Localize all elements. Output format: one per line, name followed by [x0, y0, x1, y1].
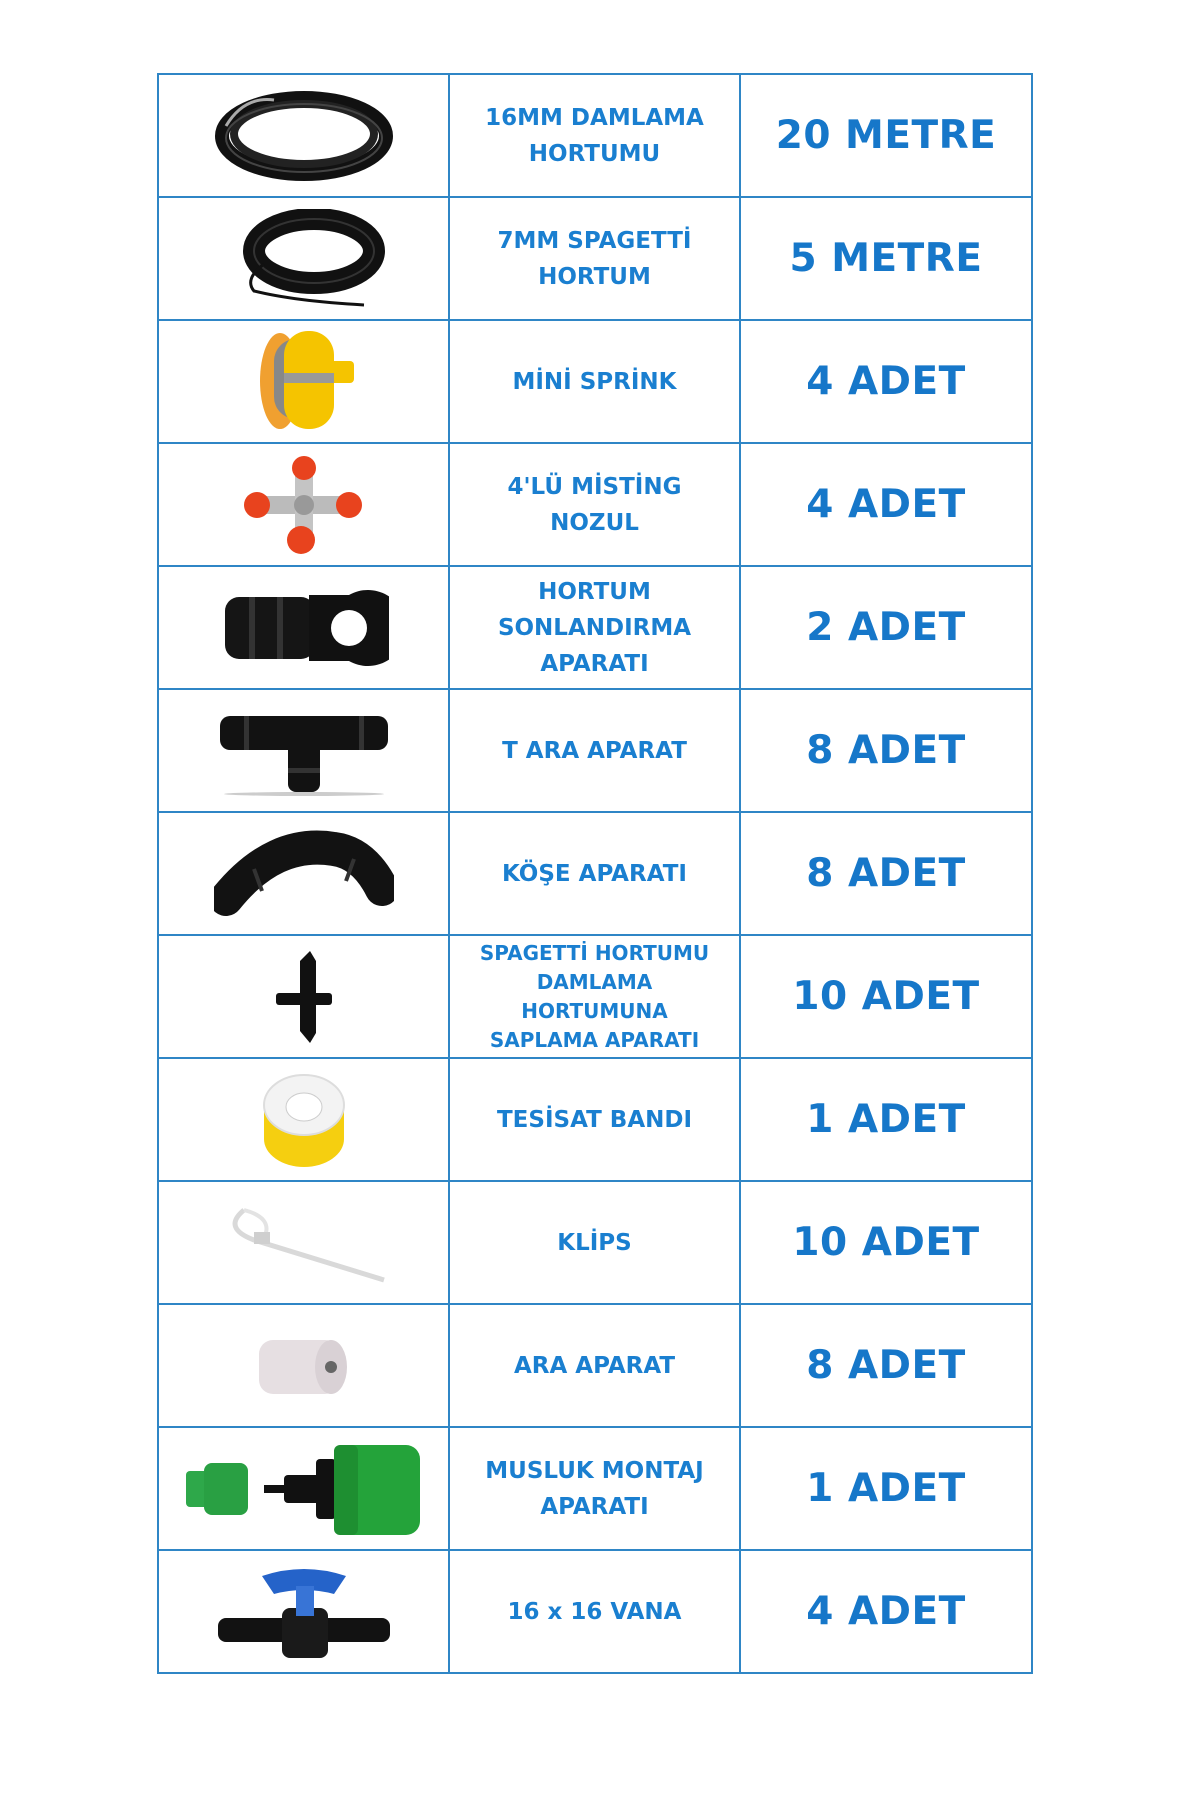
item-qty-cell — [740, 1304, 1032, 1427]
item-name: KÖŞE APARATI — [502, 860, 687, 887]
table-row — [158, 197, 1032, 320]
item-qty-cell — [740, 74, 1032, 197]
misting-nozzle-icon — [239, 452, 369, 557]
item-quantity: 2 ADET — [806, 605, 966, 650]
barbed-cross-connector-icon — [274, 949, 334, 1045]
item-name: 16MM DAMLAMA HORTUMU — [485, 104, 704, 167]
table-row — [158, 1550, 1032, 1673]
cable-tie-icon — [214, 1198, 394, 1288]
item-qty-cell — [740, 689, 1032, 812]
item-qty-cell — [740, 566, 1032, 689]
product-image-cell — [158, 1058, 449, 1181]
item-qty-cell — [740, 1427, 1032, 1550]
product-image-cell — [158, 1550, 449, 1673]
valve-icon — [214, 1562, 394, 1662]
table-row — [158, 1058, 1032, 1181]
product-image-cell — [158, 320, 449, 443]
item-name-cell — [449, 320, 740, 443]
item-name: 7MM SPAGETTİ HORTUM — [497, 227, 692, 290]
item-name: 16 x 16 VANA — [507, 1598, 682, 1625]
item-qty-cell — [740, 320, 1032, 443]
product-image-cell — [158, 74, 449, 197]
item-name: 4'LÜ MİSTİNG NOZUL — [507, 473, 682, 536]
item-name-cell — [449, 1550, 740, 1673]
table-row — [158, 1181, 1032, 1304]
item-name: T ARA APARAT — [502, 737, 687, 764]
kit-contents-table — [157, 73, 1033, 1674]
end-cap-icon — [219, 583, 389, 673]
item-name-cell — [449, 689, 740, 812]
product-image-cell — [158, 689, 449, 812]
item-name: ARA APARAT — [513, 1352, 676, 1379]
product-image-cell — [158, 935, 449, 1058]
tap-connector-icon — [184, 1439, 424, 1539]
table-row — [158, 1304, 1032, 1427]
item-name-cell — [449, 443, 740, 566]
table-row — [158, 320, 1032, 443]
item-name-cell — [449, 74, 740, 197]
item-name: MİNİ SPRİNK — [512, 368, 677, 395]
table-row — [158, 935, 1032, 1058]
item-qty-cell — [740, 1058, 1032, 1181]
item-quantity: 8 ADET — [806, 1343, 966, 1388]
item-name-cell — [449, 935, 740, 1058]
item-name-cell — [449, 1181, 740, 1304]
item-quantity: 10 ADET — [792, 974, 980, 1019]
product-image-cell — [158, 566, 449, 689]
tee-connector-icon — [214, 706, 394, 796]
item-quantity: 4 ADET — [806, 1589, 966, 1634]
item-name: SPAGETTİ HORTUMU DAMLAMA HORTUMUNA SAPLAMA APARATI — [479, 940, 710, 1052]
product-image-cell — [158, 1427, 449, 1550]
item-quantity: 4 ADET — [806, 482, 966, 527]
item-name: TESİSAT BANDI — [496, 1106, 693, 1133]
product-image-cell — [158, 812, 449, 935]
item-quantity: 1 ADET — [806, 1466, 966, 1511]
spaghetti-hose-coil-icon — [214, 209, 394, 309]
product-image-cell — [158, 1304, 449, 1427]
teflon-tape-icon — [254, 1067, 354, 1172]
item-qty-cell — [740, 812, 1032, 935]
hose-coil-icon — [214, 86, 394, 186]
item-qty-cell — [740, 935, 1032, 1058]
item-name-cell — [449, 1058, 740, 1181]
item-qty-cell — [740, 197, 1032, 320]
item-quantity: 20 METRE — [775, 113, 997, 158]
item-quantity: 1 ADET — [806, 1097, 966, 1142]
item-qty-cell — [740, 443, 1032, 566]
item-quantity: 8 ADET — [806, 728, 966, 773]
item-name-cell — [449, 812, 740, 935]
item-quantity: 5 METRE — [789, 236, 983, 281]
product-image-cell — [158, 1181, 449, 1304]
table-row — [158, 74, 1032, 197]
item-name-cell — [449, 1304, 740, 1427]
item-quantity: 4 ADET — [806, 359, 966, 404]
product-image-cell — [158, 197, 449, 320]
item-name-cell — [449, 197, 740, 320]
table-row — [158, 689, 1032, 812]
item-quantity: 8 ADET — [806, 851, 966, 896]
elbow-connector-icon — [214, 829, 394, 919]
product-image-cell — [158, 443, 449, 566]
item-name-cell — [449, 1427, 740, 1550]
item-name: HORTUM SONLANDIRMA APARATI — [497, 578, 692, 677]
table-row — [158, 1427, 1032, 1550]
item-name: MUSLUK MONTAJ APARATI — [485, 1457, 704, 1520]
mini-sprinkler-icon — [244, 329, 364, 434]
table-row — [158, 566, 1032, 689]
item-quantity: 10 ADET — [792, 1220, 980, 1265]
coupling-icon — [249, 1326, 359, 1406]
item-qty-cell — [740, 1181, 1032, 1304]
item-qty-cell — [740, 1550, 1032, 1673]
table-row — [158, 443, 1032, 566]
table-row — [158, 812, 1032, 935]
item-name-cell — [449, 566, 740, 689]
item-name: KLİPS — [557, 1229, 632, 1256]
